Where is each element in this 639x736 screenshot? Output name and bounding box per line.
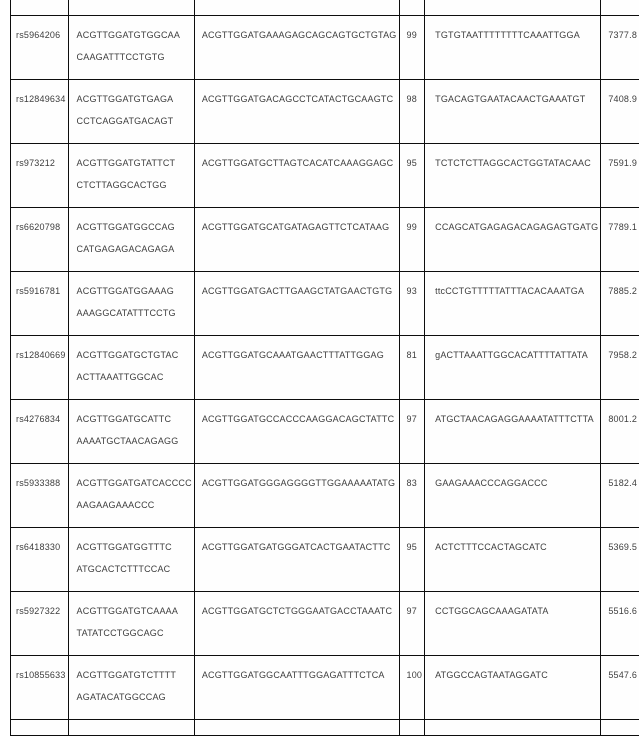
mass-cell: 5547.6 [601, 656, 639, 720]
rsid-cell: rs5933388 [11, 464, 69, 528]
pcr-primer1-line1: ACGTTGGATGTATTCT [77, 159, 192, 168]
rsid-cell: rs12849634 [11, 80, 69, 144]
pcr-primer1-line1: ACGTTGGATGCATTC [77, 415, 192, 424]
score-cell: 99 [399, 16, 425, 80]
pcr-primer1-line1: ACGTTGGATGGTTTC [77, 543, 192, 552]
score-cell: 97 [399, 400, 425, 464]
mass-cell: 5369.5 [601, 528, 639, 592]
rsid-cell: rs973212 [11, 144, 69, 208]
empty-cell [399, 720, 425, 736]
empty-cell [194, 0, 399, 16]
mass-cell: 5516.6 [601, 592, 639, 656]
extension-primer-cell: ATGGCCAGTAATAGGATC [425, 656, 601, 720]
pcr-primer2-cell: ACGTTGGATGATGGGATCACTGAATACTTC [194, 528, 399, 592]
empty-cell [11, 0, 69, 16]
pcr-primer2-cell: ACGTTGGATGCCACCCAAGGACAGCTATTC [194, 400, 399, 464]
table-row [11, 464, 639, 528]
mass-cell: 7885.2 [601, 272, 639, 336]
table-row [11, 144, 639, 208]
score-cell: 98 [399, 80, 425, 144]
pcr-primer1-cell [68, 592, 194, 656]
extension-primer-cell: ATGCTAACAGAGGAAAATATTTCTTA [425, 400, 601, 464]
rsid-cell: rs12840669 [11, 336, 69, 400]
pcr-primer1-line1: ACGTTGGATGTGAGA [77, 95, 192, 104]
pcr-primer1-line2: AAGAAGAAACCC [77, 501, 192, 510]
rsid-cell: rs6620798 [11, 208, 69, 272]
pcr-primer1-line1: ACGTTGGATGATCACCCC [77, 479, 192, 488]
empty-cell [11, 720, 69, 736]
pcr-primer1-cell [68, 208, 194, 272]
score-cell: 97 [399, 592, 425, 656]
pcr-primer1-cell [68, 80, 194, 144]
score-cell: 81 [399, 336, 425, 400]
extension-primer-cell: CCTGGCAGCAAAGATATA [425, 592, 601, 656]
rsid-cell: rs5916781 [11, 272, 69, 336]
pcr-primer1-line1: ACGTTGGATGTCTTTT [77, 671, 192, 680]
rsid-cell: rs5964206 [11, 16, 69, 80]
extension-primer-cell: ttcCCTGTTTTTATTTACACAAATGA [425, 272, 601, 336]
snp-primer-table [10, 0, 639, 736]
empty-cell [425, 720, 601, 736]
pcr-primer1-line2: CCTCAGGATGACAGT [77, 117, 192, 126]
pcr-primer1-line2: CATGAGAGACAGAGA [77, 245, 192, 254]
empty-cell [399, 0, 425, 16]
mass-cell: 7408.9 [601, 80, 639, 144]
mass-cell: 8001.2 [601, 400, 639, 464]
pcr-primer1-line1: ACGTTGGATGGAAAG [77, 287, 192, 296]
empty-cell [194, 720, 399, 736]
pcr-primer2-cell: ACGTTGGATGAAAGAGCAGCAGTGCTGTAG [194, 16, 399, 80]
pcr-primer2-cell: ACGTTGGATGCTTAGTCACATCAAAGGAGC [194, 144, 399, 208]
score-cell: 95 [399, 144, 425, 208]
pcr-primer1-line2: CTCTTAGGCACTGG [77, 181, 192, 190]
extension-primer-cell: gACTTAAATTGGCACATTTTATTATA [425, 336, 601, 400]
pcr-primer1-cell [68, 336, 194, 400]
pcr-primer1-cell [68, 272, 194, 336]
table-row-partial-bottom [11, 720, 639, 736]
table-row [11, 16, 639, 80]
pcr-primer1-line1: ACGTTGGATGTGGCAA [77, 31, 192, 40]
extension-primer-cell: TGTGTAATTTTTTTTCAAATTGGA [425, 16, 601, 80]
pcr-primer2-cell: ACGTTGGATGGCAATTTGGAGATTTCTCA [194, 656, 399, 720]
empty-cell [68, 720, 194, 736]
primer-table-container [10, 0, 639, 736]
mass-cell: 7377.8 [601, 16, 639, 80]
empty-cell [601, 720, 639, 736]
pcr-primer2-cell: ACGTTGGATGACAGCCTCATACTGCAAGTC [194, 80, 399, 144]
pcr-primer1-line2: ATGCACTCTTTCCAC [77, 565, 192, 574]
extension-primer-cell: GAAGAAACCCAGGACCC [425, 464, 601, 528]
table-row [11, 208, 639, 272]
score-cell: 95 [399, 528, 425, 592]
rsid-cell: rs6418330 [11, 528, 69, 592]
rsid-cell: rs4276834 [11, 400, 69, 464]
table-row [11, 528, 639, 592]
pcr-primer1-cell [68, 400, 194, 464]
pcr-primer2-cell: ACGTTGGATGACTTGAAGCTATGAACTGTG [194, 272, 399, 336]
rsid-cell: rs10855633 [11, 656, 69, 720]
pcr-primer1-cell [68, 16, 194, 80]
score-cell: 99 [399, 208, 425, 272]
pcr-primer2-cell: ACGTTGGATGGGAGGGGTTGGAAAAATATG [194, 464, 399, 528]
empty-cell [601, 0, 639, 16]
table-row [11, 592, 639, 656]
table-row [11, 272, 639, 336]
table-row [11, 80, 639, 144]
mass-cell: 5182.4 [601, 464, 639, 528]
pcr-primer1-line1: ACGTTGGATGCTGTAC [77, 351, 192, 360]
score-cell: 100 [399, 656, 425, 720]
pcr-primer2-cell: ACGTTGGATGCAAATGAACTTTATTGGAG [194, 336, 399, 400]
pcr-primer1-line1: ACGTTGGATGGCCAG [77, 223, 192, 232]
table-row-partial-top [11, 0, 639, 16]
pcr-primer1-line2: ACTTAAATTGGCAC [77, 373, 192, 382]
pcr-primer2-cell: ACGTTGGATGCATGATAGAGTTCTCATAAG [194, 208, 399, 272]
pcr-primer1-line2: AAAGGCATATTTCCTG [77, 309, 192, 318]
pcr-primer1-line2: TATATCCTGGCAGC [77, 629, 192, 638]
pcr-primer1-cell [68, 528, 194, 592]
mass-cell: 7591.9 [601, 144, 639, 208]
pcr-primer1-line2: AAAATGCTAACAGAGG [77, 437, 192, 446]
extension-primer-cell: ACTCTTTCCACTAGCATC [425, 528, 601, 592]
pcr-primer2-cell: ACGTTGGATGCTCTGGGAATGACCTAAATC [194, 592, 399, 656]
pcr-primer1-cell [68, 656, 194, 720]
mass-cell: 7789.1 [601, 208, 639, 272]
score-cell: 93 [399, 272, 425, 336]
table-row [11, 336, 639, 400]
score-cell: 83 [399, 464, 425, 528]
pcr-primer1-cell [68, 464, 194, 528]
pcr-primer1-line1: ACGTTGGATGTCAAAA [77, 607, 192, 616]
table-row [11, 656, 639, 720]
table-row [11, 400, 639, 464]
empty-cell [425, 0, 601, 16]
pcr-primer1-line2: CAAGATTTCCTGTG [77, 53, 192, 62]
extension-primer-cell: TGACAGTGAATACAACTGAAATGT [425, 80, 601, 144]
empty-cell [68, 0, 194, 16]
extension-primer-cell: CCAGCATGAGAGACAGAGAGTGATG [425, 208, 601, 272]
pcr-primer1-line2: AGATACATGGCCAG [77, 693, 192, 702]
rsid-cell: rs5927322 [11, 592, 69, 656]
mass-cell: 7958.2 [601, 336, 639, 400]
extension-primer-cell: TCTCTCTTAGGCACTGGTATACAAC [425, 144, 601, 208]
pcr-primer1-cell [68, 144, 194, 208]
